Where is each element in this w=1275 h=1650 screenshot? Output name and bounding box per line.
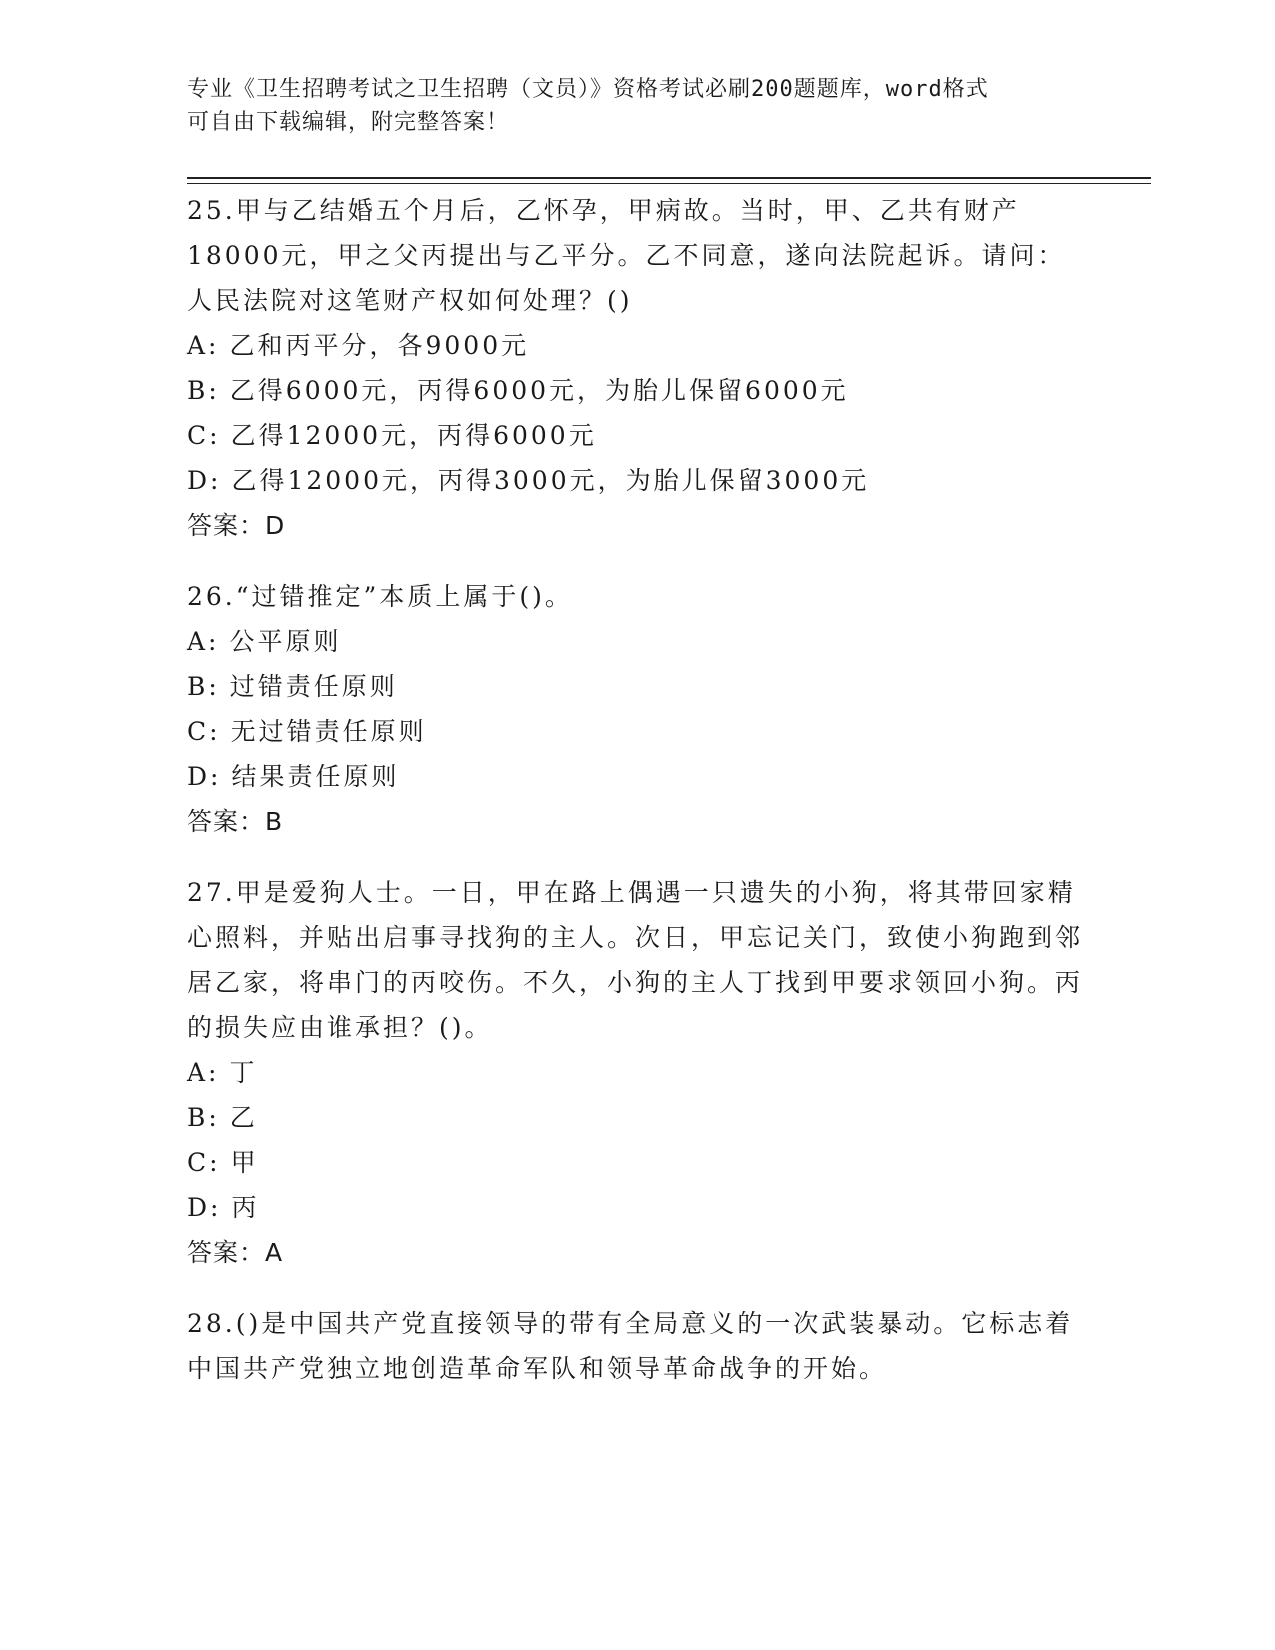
question-text: 25.甲与乙结婚五个月后，乙怀孕，甲病故。当时，甲、乙共有财产18000元，甲之父丙提出与乙平分。乙不同意，遂向法院起诉。请问：人民法院对这笔财产权如何处理？() (187, 196, 1066, 315)
option-key: D: (187, 762, 222, 791)
option-key: D: (187, 1193, 222, 1222)
option-c (187, 1140, 1087, 1185)
option-d (187, 458, 1087, 503)
option-key: B: (187, 672, 220, 701)
option-text: 乙 (229, 1103, 258, 1132)
option-text: 甲 (230, 1148, 259, 1177)
option-a (187, 619, 1087, 664)
option-text: 丁 (229, 1058, 258, 1087)
option-key: A: (187, 331, 220, 360)
option-text: 结果责任原则 (231, 762, 400, 791)
question-28 (187, 1301, 1087, 1391)
question-list (187, 188, 1087, 1417)
option-text: 公平原则 (229, 627, 342, 656)
option-c (187, 709, 1087, 754)
option-key: A: (187, 627, 220, 656)
option-key: B: (187, 376, 220, 405)
option-c (187, 413, 1087, 458)
header-line-2: 可自由下载编辑，附完整答案！ (187, 110, 510, 135)
option-d (187, 1185, 1087, 1230)
question-27 (187, 870, 1087, 1275)
header-rule-thin (187, 183, 1151, 184)
option-key: B: (187, 1103, 220, 1132)
option-a (187, 1050, 1087, 1095)
option-key: C: (187, 421, 221, 450)
option-key: C: (187, 1148, 221, 1177)
option-text: 无过错责任原则 (230, 717, 427, 746)
answer-line: 答案：B (187, 807, 284, 836)
option-text: 过错责任原则 (229, 672, 398, 701)
answer-line: 答案：A (187, 1238, 284, 1267)
option-text: 乙得12000元，丙得3000元，为胎儿保留3000元 (231, 466, 870, 495)
question-text: 26.“过错推定”本质上属于()。 (187, 582, 573, 611)
option-b (187, 1095, 1087, 1140)
question-26 (187, 574, 1087, 844)
option-key: A: (187, 1058, 220, 1087)
option-d (187, 754, 1087, 799)
option-key: D: (187, 466, 222, 495)
option-text: 乙得6000元，丙得6000元，为胎儿保留6000元 (229, 376, 849, 405)
question-text: 28.()是中国共产党直接领导的带有全局意义的一次武装暴动。它标志着中国共产党独立地创造革命军队和领导革命战争的开始。 (187, 1309, 1074, 1383)
option-key: C: (187, 717, 221, 746)
option-text: 丙 (231, 1193, 260, 1222)
answer-line: 答案：D (187, 511, 286, 540)
header-rule-thick (187, 177, 1151, 179)
option-a (187, 323, 1087, 368)
question-25 (187, 188, 1087, 548)
option-text: 乙得12000元，丙得6000元 (230, 421, 597, 450)
option-text: 乙和丙平分，各9000元 (229, 331, 530, 360)
document-header (187, 73, 1067, 139)
question-text: 27.甲是爱狗人士。一日，甲在路上偶遇一只遗失的小狗，将其带回家精心照料，并贴出启事寻找狗的主人。次日，甲忘记关门，致使小狗跑到邻居乙家，将串门的丙咬伤。不久，小狗的主人丁找到甲要求领回小狗。丙的损失应由谁承担？()。 (187, 878, 1084, 1042)
option-b (187, 664, 1087, 709)
header-line-1: 专业《卫生招聘考试之卫生招聘（文员）》资格考试必刷200题题库，word格式 (187, 77, 989, 102)
option-b (187, 368, 1087, 413)
